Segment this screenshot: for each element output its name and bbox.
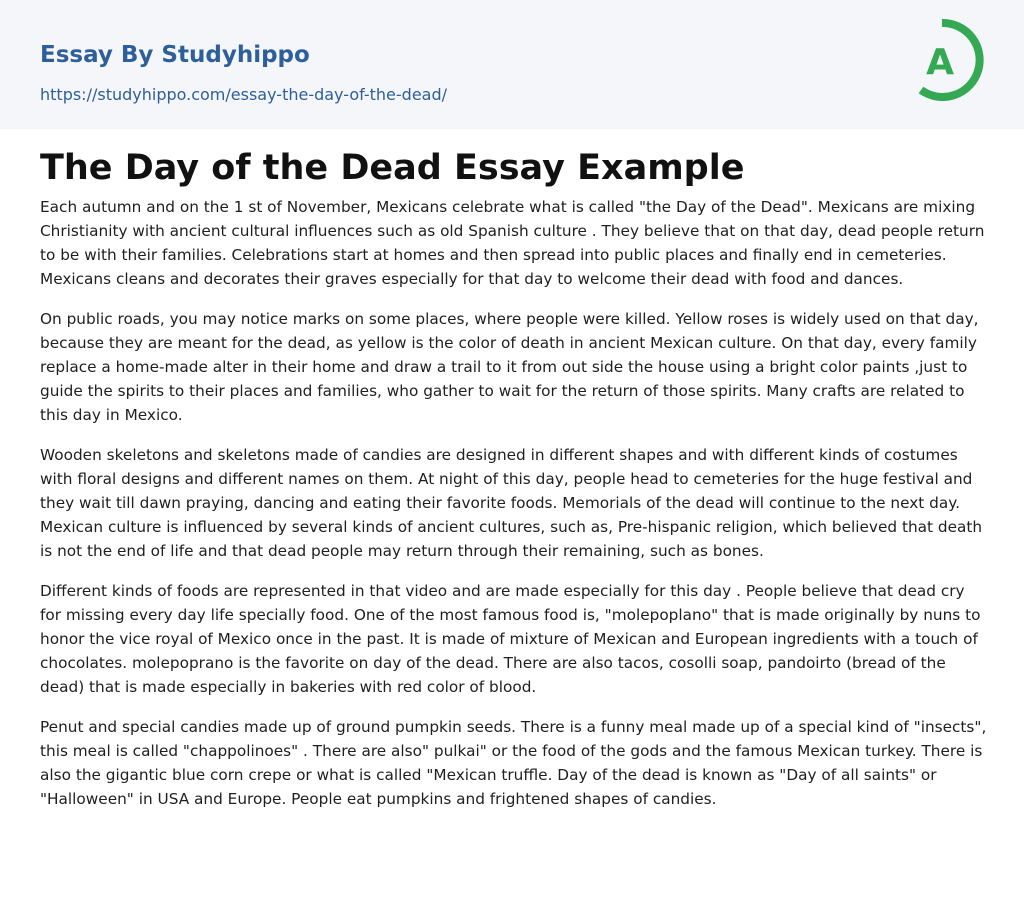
essay-paragraph: On public roads, you may notice marks on some places, where people were killed. Yellow roses is widely used on that day, because they are meant for the dead, as yellow is the color of death in ancient Mexican culture. On that day, every family replace a home-made alter in their home and draw a trail to it from out side the house using a bright color paints ,just to guide the spirits to their places and families, who gather to wait for the return of those spirits. Many crafts are related to this day in Mexico.: [40, 310, 979, 424]
essay-body: [40, 195, 990, 827]
essay-paragraph: Wooden skeletons and skeletons made of candies are designed in different shapes and with different kinds of costumes with floral designs and different names on them. At night of this day, people head to cemeteries for the huge festival and they wait till dawn praying, dancing and eating their favorite foods. Memorials of the dead will continue to the next day. Mexican culture is influenced by several kinds of ancient cultures, such as, Pre-hispanic religion, which believed that death is not the end of life and that dead people may return through their remaining, such as bones.: [40, 446, 983, 560]
essay-url-link[interactable]: https://studyhippo.com/essay-the-day-of-the-dead/: [40, 85, 448, 104]
essay-paragraph: Penut and special candies made up of ground pumpkin seeds. There is a funny meal made up of a special kind of "insects", this meal is called "chappolinoes" . There are also" pulkai" or the food of the gods and the famous Mexican turkey. There is also the gigantic blue corn crepe or what is called "Mexican truffle. Day of the dead is known as "Day of all saints" or "Halloween" in USA and Europe. People eat pumpkins and frightened shapes of candies.: [40, 718, 987, 808]
essay-title: The Day of the Dead Essay Example: [40, 148, 745, 188]
site-brand[interactable]: Essay By Studyhippo: [40, 42, 310, 68]
essay-paragraph: Different kinds of foods are represented in that video and are made especially for this day . People believe that dead cry for missing every day life specially food. One of the most famous food is, "molepoplano" that is made originally by nuns to honor the vice royal of Mexico once in the past. It is made of mixture of Mexican and European ingredients with a touch of chocolates. molepoprano is the favorite on day of the dead. There are also tacos, cosolli soap, pandoirto (bread of the dead) that is made especially in bakeries with red color of blood.: [40, 582, 981, 696]
logo-letter: A: [926, 42, 954, 83]
site-header: [0, 0, 1024, 129]
studyhippo-logo-icon[interactable]: [913, 19, 987, 105]
essay-paragraph: Each autumn and on the 1 st of November, Mexicans celebrate what is called "the Day of the Dead". Mexicans are mixing Christianity with ancient cultural influences such as old Spanish culture . They believe that on that day, dead people return to be with their families. Celebrations start at homes and then spread into public places and finally end in cemeteries. Mexicans cleans and decorates their graves especially for that day to welcome their dead with food and dances.: [40, 198, 985, 288]
